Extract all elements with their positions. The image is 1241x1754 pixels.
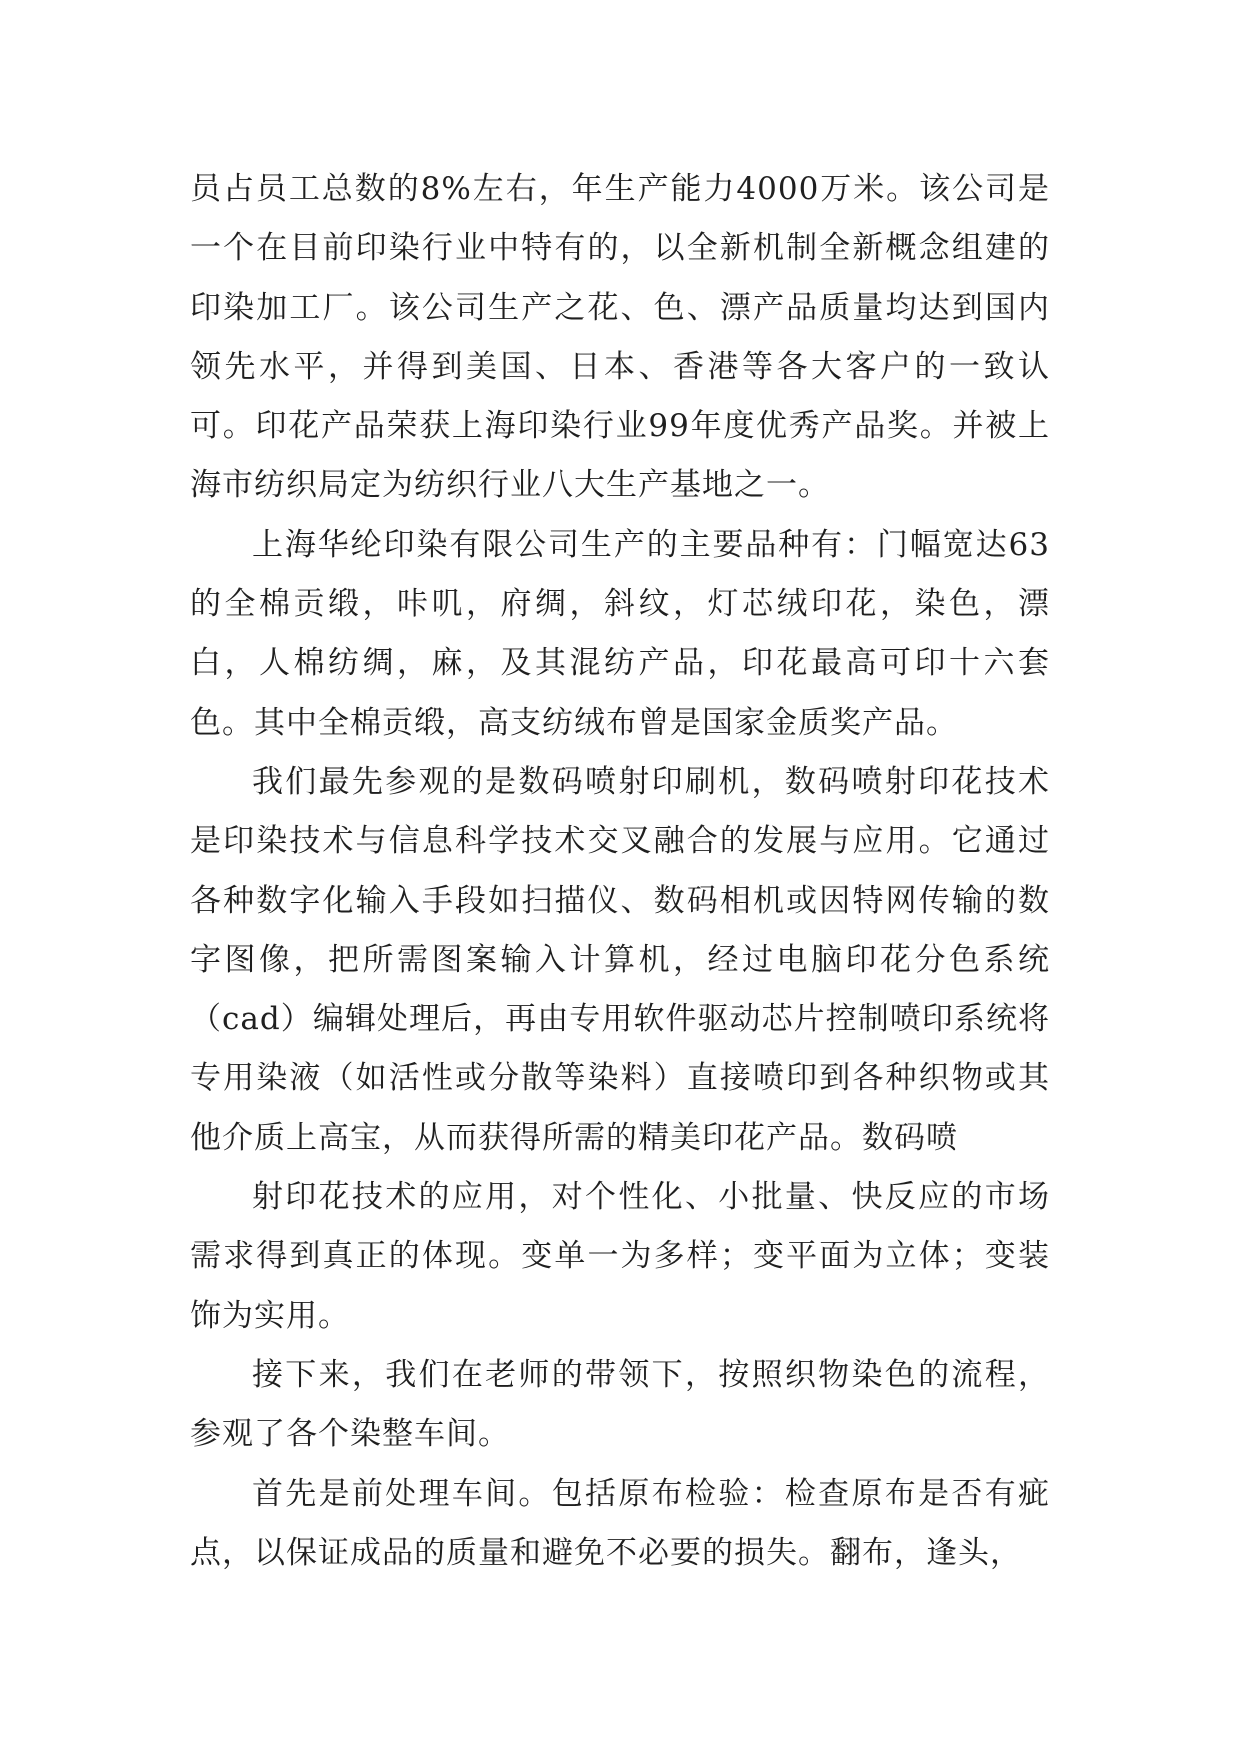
paragraph-digital-printing: 我们最先参观的是数码喷射印刷机，数码喷射印花技术是印染技术与信息科学技术交叉融合的发展与应用。它通过各种数字化输入手段如扫描仪、数码相机或因特网传输的数字图像，把所需图案输入计算机，经过电脑印花分色系统（cad）编辑处理后，再由专用软件驱动芯片控制喷印系统将专用染液（如活性或分散等染料）直接喷印到各种织物或其他介质上高宝，从而获得所需的精美印花产品。数码喷 <box>190 763 1050 1156</box>
paragraph-workshop-visit: 接下来，我们在老师的带领下，按照织物染色的流程，参观了各个染整车间。 <box>190 1356 1050 1453</box>
paragraph-pretreatment: 首先是前处理车间。包括原布检验：检查原布是否有疵点，以保证成品的质量和避免不必要的损失。翻布，逢头， <box>190 1475 1050 1571</box>
document-body <box>190 160 1050 1583</box>
paragraph-main-products: 上海华纶印染有限公司生产的主要品种有：门幅宽达63的全棉贡缎，咔叽，府绸，斜纹，灯芯绒印花，染色，漂白，人棉纺绸，麻，及其混纺产品，印花最高可印十六套色。其中全棉贡缎，高支纺绒布曾是国家金质奖产品。 <box>190 526 1050 741</box>
paragraph-digital-printing-application: 射印花技术的应用，对个性化、小批量、快反应的市场需求得到真正的体现。变单一为多样；变平面为立体；变装饰为实用。 <box>190 1179 1050 1334</box>
paragraph-company-profile: 员占员工总数的8%左右，年生产能力4000万米。该公司是一个在目前印染行业中特有的，以全新机制全新概念组建的印染加工厂。该公司生产之花、色、漂产品质量均达到国内领先水平，并得到美国、日本、香港等各大客户的一致认可。印花产品荣获上海印染行业99年度优秀产品奖。并被上海市纺织局定为纺织行业八大生产基地之一。 <box>190 171 1050 504</box>
